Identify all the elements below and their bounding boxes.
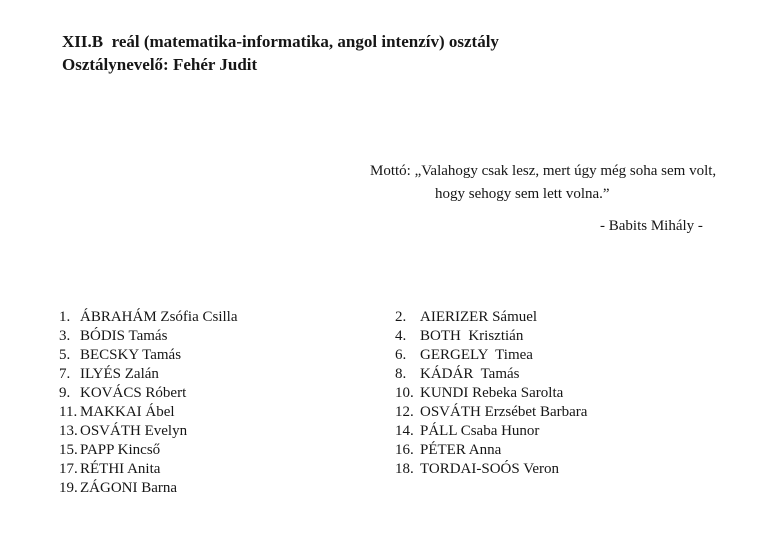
class-title: XII.B reál (matematika-informatika, angol intenzív) osztály xyxy=(62,32,499,51)
student-name: PÉTER Anna xyxy=(420,442,502,458)
student-number: 7. xyxy=(59,366,71,382)
student-row xyxy=(395,441,587,460)
student-name: KOVÁCS Róbert xyxy=(80,385,187,401)
motto-line-2: hogy sehogy sem lett volna.” xyxy=(435,186,610,202)
student-name: ÁBRAHÁM Zsófia Csilla xyxy=(80,309,238,325)
student-row xyxy=(59,403,238,422)
class-teacher: Osztálynevelő: Fehér Judit xyxy=(62,55,258,74)
student-number: 18. xyxy=(395,461,414,477)
student-number: 10. xyxy=(395,385,414,401)
student-name: ZÁGONI Barna xyxy=(80,480,178,496)
student-number: 17. xyxy=(59,461,78,477)
student-name: KÁDÁR Tamás xyxy=(420,366,520,382)
student-row xyxy=(59,327,238,346)
student-name: AIERIZER Sámuel xyxy=(420,309,538,325)
student-number: 13. xyxy=(59,423,78,439)
student-row xyxy=(59,460,238,479)
student-name: OSVÁTH Evelyn xyxy=(80,423,188,439)
student-row xyxy=(59,479,238,498)
student-number: 11. xyxy=(59,404,78,420)
student-number: 3. xyxy=(59,328,71,344)
student-list-right xyxy=(395,308,587,479)
student-name: PÁLL Csaba Hunor xyxy=(420,423,540,439)
student-name: GERGELY Timea xyxy=(420,347,533,363)
student-number: 8. xyxy=(395,366,407,382)
student-number: 12. xyxy=(395,404,414,420)
student-list-left xyxy=(59,308,238,498)
student-row xyxy=(59,346,238,365)
document-header xyxy=(62,30,499,76)
student-number: 6. xyxy=(395,347,407,363)
student-number: 9. xyxy=(59,385,71,401)
student-row xyxy=(395,346,587,365)
motto-author: - Babits Mihály - xyxy=(600,218,703,234)
student-row xyxy=(59,365,238,384)
student-row xyxy=(395,308,587,327)
student-row xyxy=(395,460,587,479)
student-name: BECSKY Tamás xyxy=(80,347,182,363)
student-row xyxy=(395,403,587,422)
student-number: 16. xyxy=(395,442,414,458)
student-name: PAPP Kincső xyxy=(80,442,161,458)
student-row xyxy=(395,365,587,384)
student-number: 5. xyxy=(59,347,71,363)
student-number: 1. xyxy=(59,309,71,325)
student-row xyxy=(395,384,587,403)
student-name: ILYÉS Zalán xyxy=(80,366,159,382)
student-name: KUNDI Rebeka Sarolta xyxy=(420,385,564,401)
student-name: RÉTHI Anita xyxy=(80,461,161,477)
student-name: OSVÁTH Erzsébet Barbara xyxy=(420,404,588,420)
student-number: 19. xyxy=(59,480,78,496)
student-row xyxy=(59,441,238,460)
motto-block xyxy=(370,160,716,206)
student-number: 15. xyxy=(59,442,78,458)
student-row xyxy=(59,308,238,327)
student-row xyxy=(395,422,587,441)
student-number: 4. xyxy=(395,328,407,344)
motto-line-1: Mottó: „Valahogy csak lesz, mert úgy még soha sem volt, xyxy=(370,163,717,179)
student-name: TORDAI-SOÓS Veron xyxy=(420,461,560,477)
student-number: 14. xyxy=(395,423,414,439)
student-row xyxy=(59,422,238,441)
student-name: BÓDIS Tamás xyxy=(80,328,168,344)
student-row xyxy=(395,327,587,346)
student-name: BOTH Krisztián xyxy=(420,328,524,344)
student-row xyxy=(59,384,238,403)
student-number: 2. xyxy=(395,309,407,325)
student-name: MAKKAI Ábel xyxy=(80,404,175,420)
